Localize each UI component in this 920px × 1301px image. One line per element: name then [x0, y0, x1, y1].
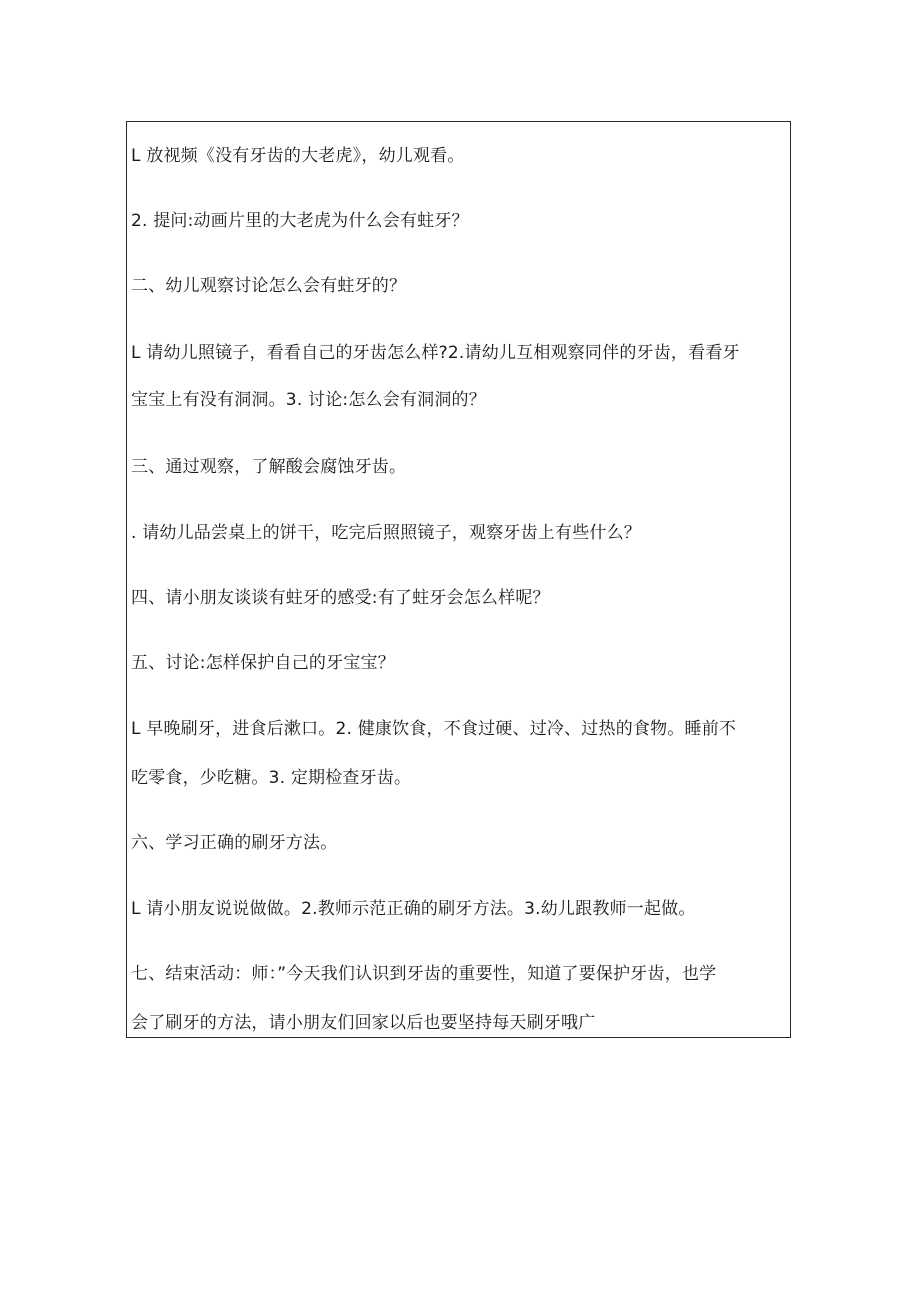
text-line-11: 吃零食，少吃糖。3. 定期检查牙齿。	[131, 768, 412, 788]
text-line-15: 会了刷牙的方法，请小朋友们回家以后也要坚持每天刷牙哦广	[131, 1013, 596, 1033]
text-line-6: 三、通过观察，了解酸会腐蚀牙齿。	[131, 457, 407, 477]
text-line-3: 二、幼儿观察讨论怎么会有蛀牙的？	[131, 276, 407, 296]
text-line-12: 六、学习正确的刷牙方法。	[131, 833, 338, 853]
text-line-5: 宝宝上有没有洞洞。3. 讨论:怎么会有洞洞的？	[131, 390, 486, 410]
document-frame	[126, 121, 791, 1038]
text-line-9: 五、讨论:怎样保护自己的牙宝宝？	[131, 653, 395, 673]
text-line-4: L 请幼儿照镜子，看看自己的牙齿怎么样?2.请幼儿互相观察同伴的牙齿，看看牙	[131, 343, 740, 363]
text-line-13: L 请小朋友说说做做。2.教师示范正确的刷牙方法。3.幼儿跟教师一起做。	[131, 899, 696, 919]
text-line-10: L 早晚刷牙，进食后漱口。2. 健康饮食，不食过硬、过冷、过热的食物。睡前不	[131, 719, 737, 739]
text-line-14: 七、结束活动：师：”今天我们认识到牙齿的重要性，知道了要保护牙齿，也学	[131, 964, 717, 984]
text-line-2: 2. 提问:动画片里的大老虎为什么会有蛀牙？	[131, 211, 469, 231]
text-line-1: L 放视频《没有牙齿的大老虎》，幼儿观看。	[131, 146, 465, 166]
text-line-8: 四、请小朋友谈谈有蛀牙的感受:有了蛀牙会怎么样呢？	[131, 588, 550, 608]
text-line-7: . 请幼儿品尝桌上的饼干，吃完后照照镜子，观察牙齿上有些什么？	[131, 523, 642, 543]
